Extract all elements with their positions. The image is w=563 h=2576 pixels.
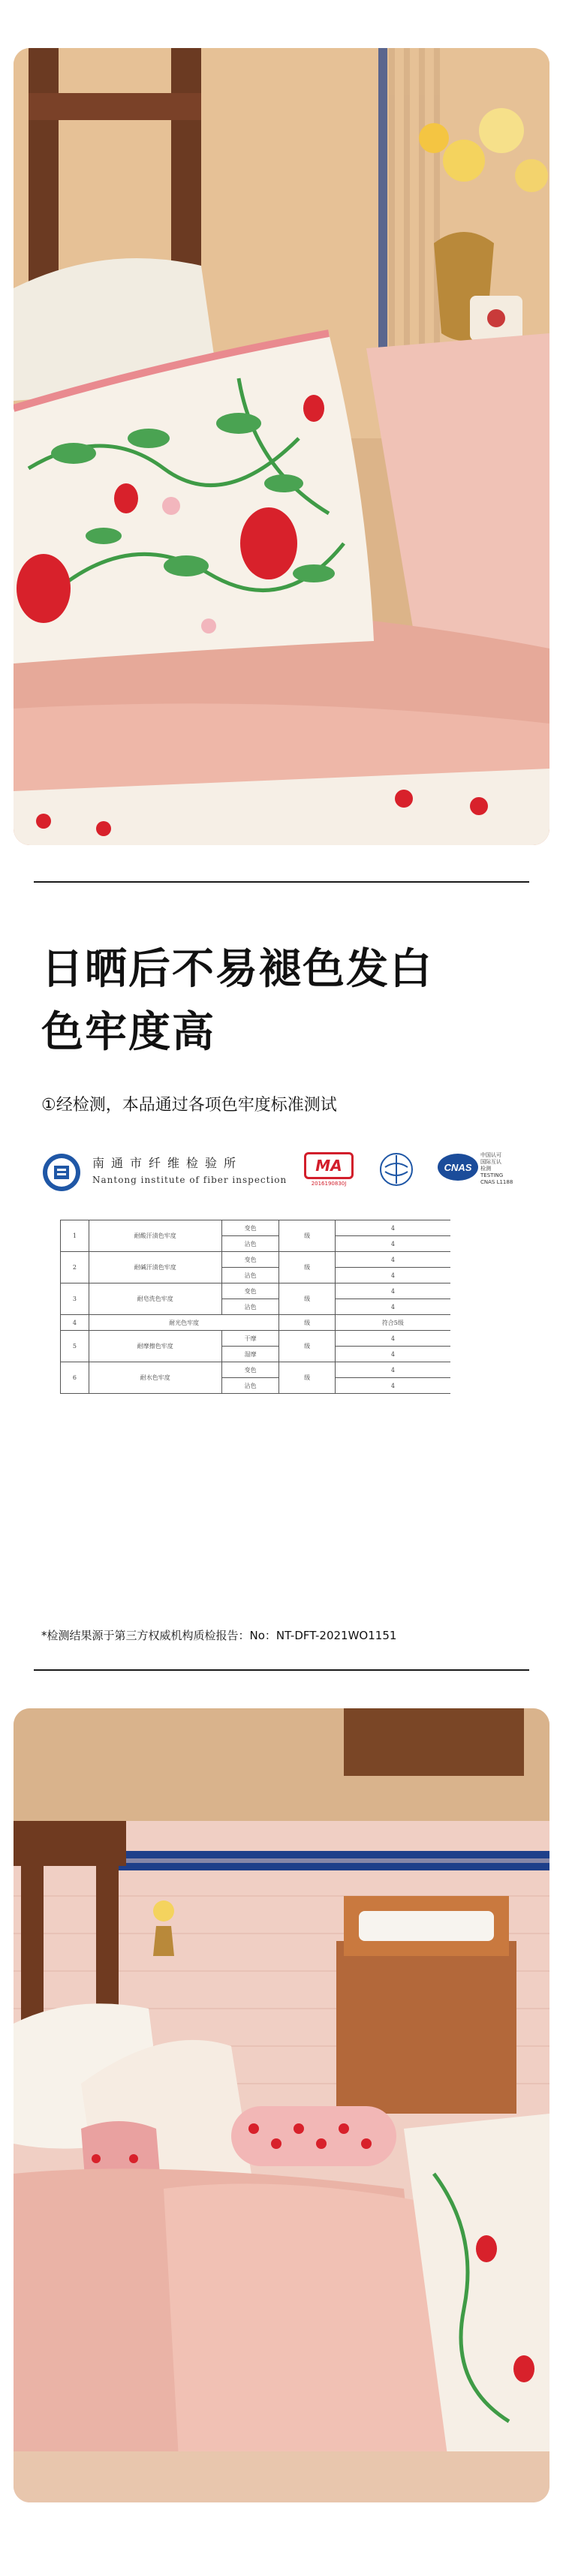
cma-number: 2016190830J <box>311 1181 347 1187</box>
hero-photo-pillow <box>14 48 549 845</box>
table-row: 湿摩 4 <box>61 1347 451 1362</box>
divider-top <box>34 881 529 883</box>
bedroom-photo <box>14 1708 549 2502</box>
cma-badge <box>304 1152 354 1187</box>
test-certificate <box>41 1145 522 1565</box>
table-row: 5 耐摩擦色牢度 干摩 级 4 <box>61 1331 451 1347</box>
cma-logo-icon: MA <box>304 1152 354 1179</box>
institute-logo-icon <box>41 1152 82 1193</box>
table-row: 2 耐碱汗渍色牢度 变色 级 4 <box>61 1252 451 1268</box>
table-row: 沾色 4 <box>61 1299 451 1315</box>
table-row: 4 耐光色牢度 级 符合5级 <box>61 1315 451 1331</box>
test-claim: ①经检测，本品通过各项色牢度标准测试 <box>41 1096 337 1115</box>
colorfastness-table <box>60 1220 450 1394</box>
table-row: 6 耐水色牢度 变色 级 4 <box>61 1362 451 1378</box>
cnas-logo-icon <box>437 1152 479 1182</box>
table-row: 3 耐皂洗色牢度 变色 级 4 <box>61 1283 451 1299</box>
divider-bottom <box>34 1669 529 1671</box>
cnas-text: 中国认可 国际互认 检测 TESTING CNAS L1188 <box>480 1152 513 1185</box>
table-row: 沾色 4 <box>61 1236 451 1252</box>
report-note: *检测结果源于第三方权威机构质检报告：No：NT-DFT-2021WO1151 <box>41 1629 397 1642</box>
institute-name-cn: 南通市纤维检验所 <box>92 1156 243 1170</box>
table-row: 1 耐酸汗渍色牢度 变色 级 4 <box>61 1220 451 1236</box>
ilac-mra-icon <box>379 1152 414 1187</box>
table-row: 沾色 4 <box>61 1268 451 1283</box>
institute-name-en: Nantong institute of fiber inspection <box>92 1175 288 1185</box>
headline-line-1: 日晒后不易褪色发白 <box>41 945 433 994</box>
table-row: 沾色 4 <box>61 1378 451 1394</box>
headline-line-2: 色牢度高 <box>41 1008 215 1057</box>
cnas-label: CNAS <box>444 1162 472 1173</box>
headline <box>41 938 433 1064</box>
cnas-badge <box>437 1152 519 1190</box>
